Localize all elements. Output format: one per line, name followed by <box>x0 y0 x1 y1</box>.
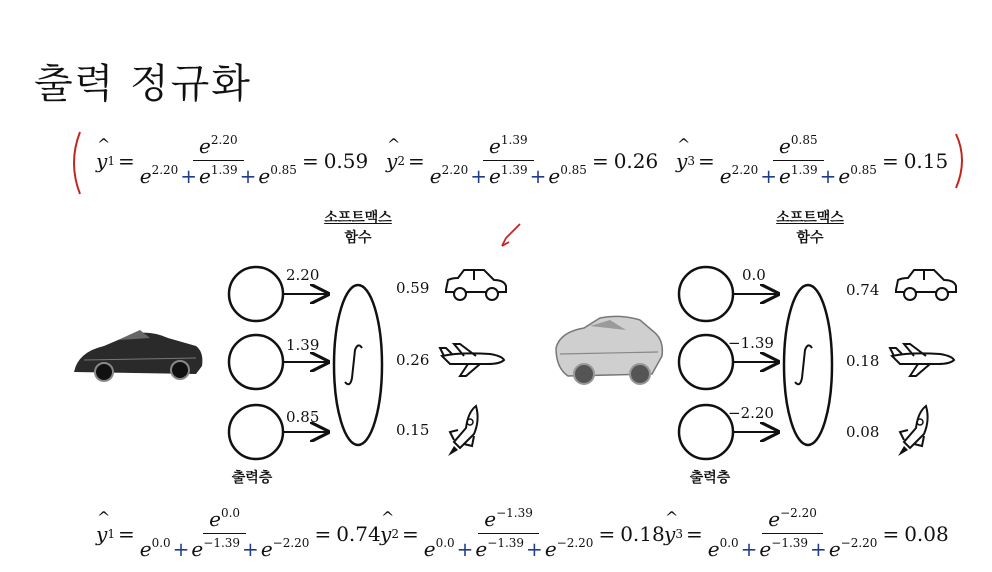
probability-value: 0.59 <box>396 279 430 297</box>
bottom-formula-1: ^ y 1 = $\frac{e^{0.0}}{e^{0.0} + e^{-1.39} + e^{-2.20}}$ = 0.74 <box>96 506 381 561</box>
vintage-car-image <box>556 316 662 384</box>
result-value: 0.59 <box>323 148 369 173</box>
top-formula-2: ^ y 2 = $\frac{e^{1.39}}{e^{2.20} + e^{1.39} + e^{0.85}}$ = 0.26 <box>386 133 659 188</box>
probability-value: 0.26 <box>396 351 430 369</box>
probability-value: 0.08 <box>846 423 880 441</box>
softmax-label: 소프트맥스 함수 <box>776 210 844 246</box>
softmax-function-ellipse <box>784 285 832 445</box>
output-neuron-3 <box>679 405 733 459</box>
output-neuron-3 <box>229 405 283 459</box>
car-icon <box>446 270 506 300</box>
integral-symbol <box>795 345 812 384</box>
result-value: 0.18 <box>620 521 665 546</box>
result-value: 0.08 <box>904 521 949 546</box>
page-title: 출력 정규화 <box>34 61 252 107</box>
integral-symbol <box>345 345 362 384</box>
top-formula-1: ^ y 1 = $\frac{e^{2.20}}{e^{2.20} + e^{1.39} + e^{0.85}}$ = 0.59 <box>96 133 369 188</box>
logit-value: 0.85 <box>286 408 320 426</box>
probability-value: 0.18 <box>846 352 880 370</box>
bottom-formula-2: ^ y 2 = $\frac{e^{-1.39}}{e^{0.0} + e^{-1.39} + e^{-2.20}}$ = 0.18 <box>380 506 665 561</box>
airplane-icon <box>890 344 954 376</box>
top-formula-3: ^ y 3 = $\frac{e^{0.85}}{e^{2.20} + e^{1.39} + e^{0.85}}$ = 0.15 <box>676 133 949 188</box>
logit-value: −1.39 <box>728 334 774 352</box>
sports-car-image <box>74 330 202 381</box>
logit-value: 1.39 <box>286 336 320 354</box>
car-icon <box>896 270 956 300</box>
logit-value: 2.20 <box>286 266 320 284</box>
logit-value: −2.20 <box>728 404 774 422</box>
output-layer-label: 출력층 <box>231 470 273 486</box>
result-value: 0.26 <box>613 148 659 173</box>
probability-value: 0.15 <box>396 421 430 439</box>
softmax-function-ellipse <box>334 285 382 445</box>
probability-value: 0.74 <box>846 281 880 299</box>
output-neuron-2 <box>229 335 283 389</box>
output-layer-label: 출력층 <box>689 470 731 486</box>
bottom-formula-3: ^ y 3 = $\frac{e^{-2.20}}{e^{0.0} + e^{-1.39} + e^{-2.20}}$ = 0.08 <box>664 506 949 561</box>
y-hat-symbol: ^ y <box>96 134 111 173</box>
output-neuron-2 <box>679 335 733 389</box>
softmax-label: 소프트맥스 함수 <box>324 210 392 246</box>
result-value: 0.15 <box>903 148 949 173</box>
airplane-icon <box>440 344 504 376</box>
logit-value: 0.0 <box>742 266 766 284</box>
result-value: 0.74 <box>336 521 381 546</box>
output-neuron-1 <box>229 267 283 321</box>
rocket-icon <box>448 406 478 456</box>
output-neuron-1 <box>679 267 733 321</box>
rocket-icon <box>898 406 928 456</box>
